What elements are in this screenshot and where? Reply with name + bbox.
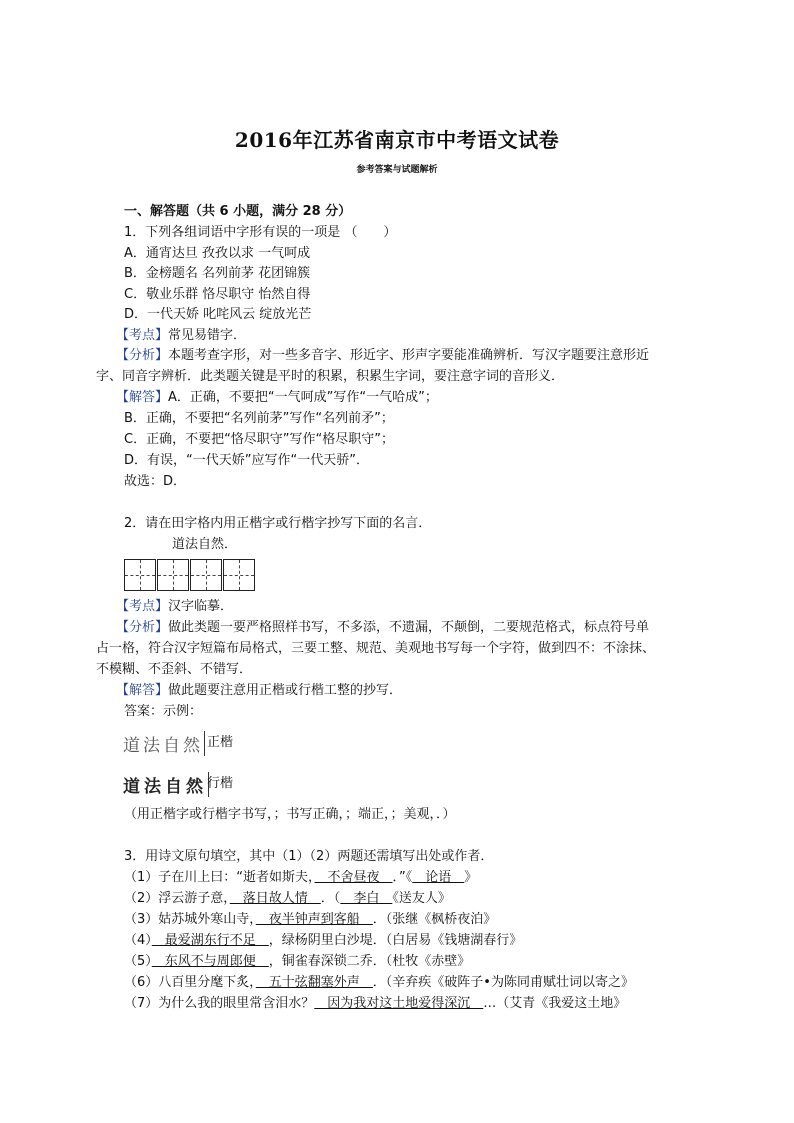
answer-blank: 不舍昼夜 [314,870,393,885]
q3-item-1 [124,869,477,887]
answer-blank: 落日故人情 [229,891,321,906]
q2-jieda [116,682,402,700]
q3-item-2 [124,890,451,908]
q1-fenxi-line1 [116,347,649,365]
tianzige-cell [124,559,156,591]
sample-zhengkai-label: 正楷 [207,735,234,750]
item-text: ．（张继《枫桥夜泊》 [372,912,497,927]
q1-option-b: B．金榜题名 名列前茅 花团锦簇 [124,266,311,281]
tianzige-cell [223,559,255,591]
answer-blank: 夜半钟声到客船 [255,912,373,927]
tianzige-grid [124,559,256,591]
kaodian-tag: 【考点】 [116,328,169,343]
item-text: （6）八百里分麾下炙， [124,975,256,990]
q1-fenxi-line2: 字、同音字辨析．此类题关键是平时的积累，积累生字词，要注意字词的音形义． [96,369,565,384]
document-subtitle: 参考答案与试题解析 [356,165,438,175]
item-text: 《送友人》 [392,891,451,906]
q3-item-4 [124,932,522,950]
answer-blank: 五十弦翻塞外声 [255,975,373,990]
fenxi-tag: 【分析】 [116,620,169,635]
document-title: 2016年江苏省南京市中考语文试卷 [234,128,560,152]
item-text: ．”《 [392,870,413,885]
q1-option-a: A．通宵达旦 孜孜以求 一气呵成 [124,246,311,261]
q3-item-3 [124,911,496,929]
q1-jieda-b: B．正确，不要把“名列前茅”写作“名列前矛”； [124,411,394,426]
fenxi-text: 做此类题一要严格照样书写，不多添，不遗漏，不颠倒，二要规范格式，标点符号单 [168,620,650,635]
q1-jieda-d: D．有误，“一代天娇”应写作“一代天骄”． [124,453,369,468]
q2-quote: 道法自然． [172,537,238,552]
kaodian-text: 常见易错字． [168,328,247,343]
item-text: ．（ [320,891,341,906]
item-text: （4） [124,933,152,948]
jieda-tag: 【解答】 [116,390,169,405]
q1-stem: 1．下列各组词语中字形有误的一项是 （ ） [124,225,397,240]
kaodian-tag: 【考点】 [116,599,169,614]
q1-kaodian [116,327,246,345]
item-text: …（艾青《我爱这土地》 [483,996,627,1011]
kaodian-text: 汉字临摹． [168,599,234,614]
tianzige-cell [190,559,222,591]
q1-jieda-c: C．正确，不要把“恪尽职守”写作“格尽职守”； [124,432,395,447]
q2-fenxi-line2: 占一格，符合汉字短篇布局格式，三要工整、规范、美观地书写每一个字符，做到四不：不涂抹、 [96,641,656,656]
item-text: （3）姑苏城外寒山寺， [124,912,256,927]
section-heading: 一、解答题（共 6 小题，满分 28 分） [124,204,352,219]
q2-fenxi-line3: 不模糊、不歪斜、不错写． [96,662,253,677]
q1-jieda-a [116,389,438,407]
q2-kaodian [116,598,233,616]
answer-blank: 最爱湖东行不足 [151,933,269,948]
jieda-text: 做此题要注意用正楷或行楷工整的抄写． [168,683,403,698]
item-text: ，铜雀春深锁二乔．（杜牧《赤壁》 [268,954,471,969]
item-text: （5） [124,954,152,969]
q2-stem: 2．请在田字格内用正楷字或行楷字抄写下面的名言． [124,516,432,531]
q1-option-c: C．敬业乐群 恪尽职守 怡然自得 [124,287,311,302]
q3-stem: 3．用诗文原句填空，其中（1）（2）两题还需填写出处或作者． [124,849,494,864]
sample-zhengkai-image: 道法自然 [123,731,205,756]
q1-option-d: D．一代天娇 叱咤风云 绽放光芒 [124,307,312,322]
fenxi-tag: 【分析】 [116,348,169,363]
q3-item-7 [124,995,626,1013]
answer-blank: 李白 [340,891,393,906]
q2-answer-label: 答案：示例： [124,704,203,719]
jieda-text: A．正确，不要把“一气呵成”写作“一气哈成”； [168,390,438,405]
sample-xingkai-label: 行楷 [207,776,234,791]
jieda-tag: 【解答】 [116,683,169,698]
item-text: 》 [464,870,478,885]
answer-blank: 东风不与周郎便 [151,954,269,969]
q3-item-5 [124,953,470,971]
item-text: ．（辛弃疾《破阵子•为陈同甫赋壮词以寄之》 [372,975,634,990]
item-text: （7）为什么我的眼里常含泪水？ [124,996,315,1011]
answer-blank: 论语 [412,870,465,885]
sample-xingkai-image: 道法自然 [123,772,209,797]
q1-answer: 故选：D． [124,474,187,489]
answer-blank: 因为我对这土地爱得深沉 [314,996,484,1011]
item-text: （2）浮云游子意， [124,891,230,906]
item-text: （1）子在川上曰：“逝者如斯夫， [124,870,315,885]
tianzige-cell [157,559,189,591]
q2-fenxi-line1 [116,619,649,637]
item-text: ，绿杨阴里白沙堤．（白居易《钱塘湖春行》 [268,933,523,948]
q2-scoring: （用正楷字或行楷字书写，；书写正确，；端正，；美观，．） [124,807,456,822]
fenxi-text: 本题考查字形，对一些多音字、形近字、形声字要能准确辨析．写汉字题要注意形近 [168,348,650,363]
q3-item-6 [124,974,634,992]
